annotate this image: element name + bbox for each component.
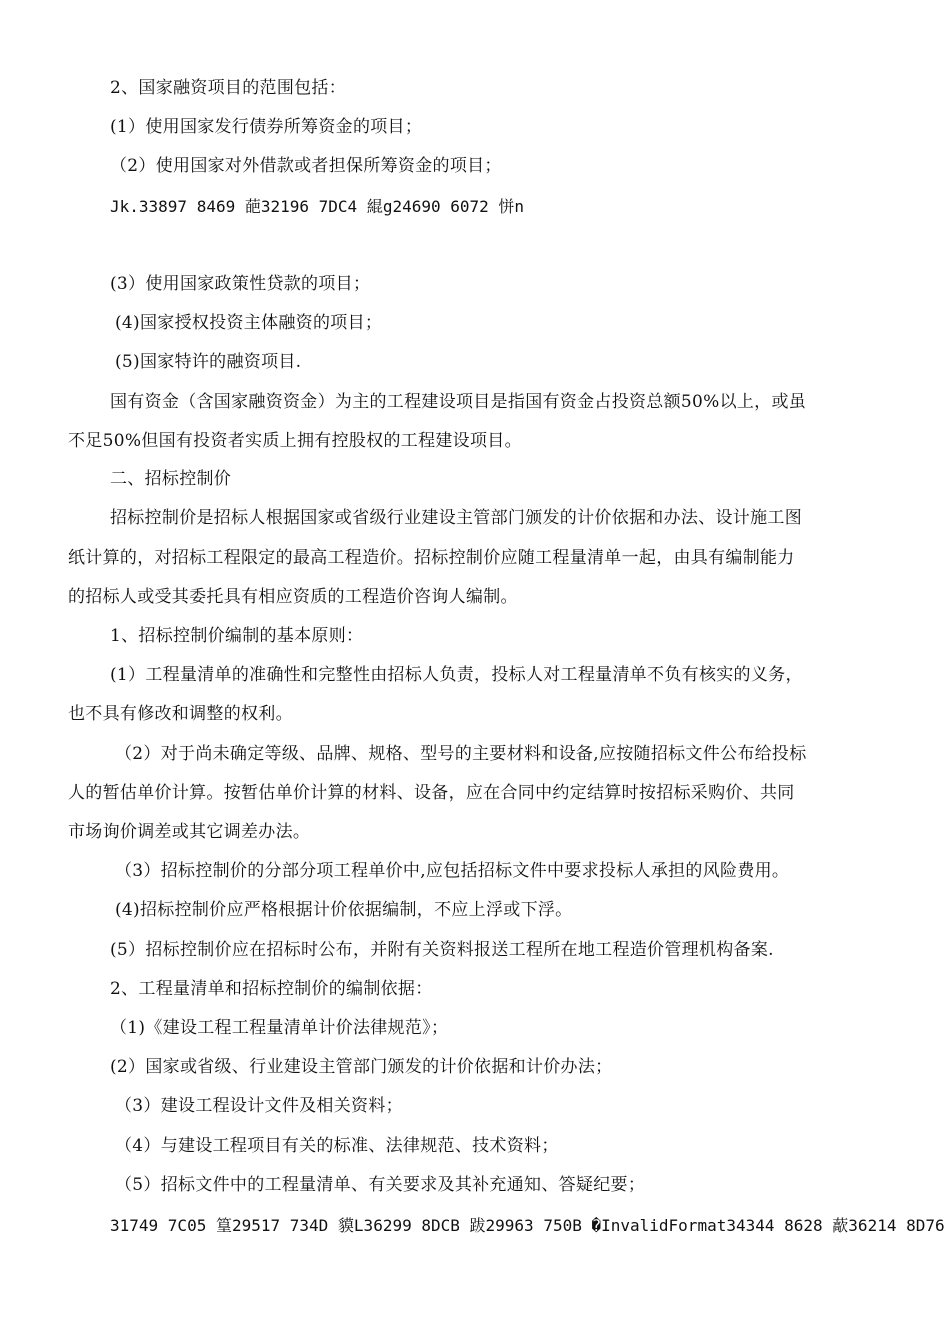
paragraph-line: (2）国家或省级、行业建设主管部门颁发的计价依据和计价办法； — [110, 1057, 613, 1077]
subsection-heading: 2、工程量清单和招标控制价的编制依据： — [110, 979, 433, 999]
paragraph-line: (4)国家授权投资主体融资的项目； — [115, 313, 383, 333]
paragraph-line: 也不具有修改和调整的权利。 — [68, 704, 293, 724]
paragraph-line: (5)国家特许的融资项目. — [115, 352, 302, 372]
paragraph-line: （3）建设工程设计文件及相关资料； — [115, 1096, 403, 1116]
paragraph-line: (1）使用国家发行债券所筹资金的项目； — [110, 117, 423, 137]
section-heading: 二、招标控制价 — [110, 469, 232, 489]
garbled-code-line: Jk.33897 8469 葩32196 7DC4 緄g24690 6072 恲n — [110, 197, 525, 216]
heading-financing-scope: 2、国家融资项目的范围包括： — [110, 78, 347, 98]
garbled-code-line: 31749 7C05 篁29517 734D 貘L36299 8DCB 跋29963 750B �InvalidFormat34344 8628 藃36214 8D76 — [110, 1216, 945, 1235]
paragraph-line: （3）招标控制价的分部分项工程单价中,应包括招标文件中要求投标人承担的风险费用。 — [115, 861, 790, 881]
paragraph-line: （5）招标文件中的工程量清单、有关要求及其补充通知、答疑纪要； — [115, 1175, 646, 1195]
paragraph-line: 纸计算的，对招标工程限定的最高工程造价。招标控制价应随工程量清单一起，由具有编制能力 — [68, 548, 795, 568]
paragraph-line: (5）招标控制价应在招标时公布，并附有关资料报送工程所在地工程造价管理机构备案. — [110, 940, 774, 960]
paragraph-line: 国有资金（含国家融资资金）为主的工程建设项目是指国有资金占投资总额50%以上，或虽 — [110, 392, 807, 412]
paragraph-line: 不足50%但国有投资者实质上拥有控股权的工程建设项目。 — [68, 431, 522, 451]
paragraph-line: (4)招标控制价应严格根据计价依据编制，不应上浮或下浮。 — [115, 900, 573, 920]
paragraph-line: （2）使用国家对外借款或者担保所筹资金的项目； — [110, 156, 502, 176]
paragraph-line: 的招标人或受其委托具有相应资质的工程造价咨询人编制。 — [68, 587, 518, 607]
paragraph-line: 招标控制价是招标人根据国家或省级行业建设主管部门颁发的计价依据和办法、设计施工图 — [110, 508, 802, 528]
paragraph-line: 人的暂估单价计算。按暂估单价计算的材料、设备，应在合同中约定结算时按招标采购价、共同 — [68, 783, 795, 803]
paragraph-line: (1）工程量清单的准确性和完整性由招标人负责，投标人对工程量清单不负有核实的义务， — [110, 665, 803, 685]
paragraph-line: (3）使用国家政策性贷款的项目； — [110, 274, 371, 294]
paragraph-line: 市场询价调差或其它调差办法。 — [68, 822, 311, 842]
subsection-heading: 1、招标控制价编制的基本原则： — [110, 626, 364, 646]
paragraph-line: （1)《建设工程工程量清单计价法律规范》； — [110, 1018, 449, 1038]
paragraph-line: （2）对于尚未确定等级、品牌、规格、型号的主要材料和设备,应按随招标文件公布给投标 — [115, 744, 807, 764]
paragraph-line: （4）与建设工程项目有关的标准、法律规范、技术资料； — [115, 1136, 559, 1156]
